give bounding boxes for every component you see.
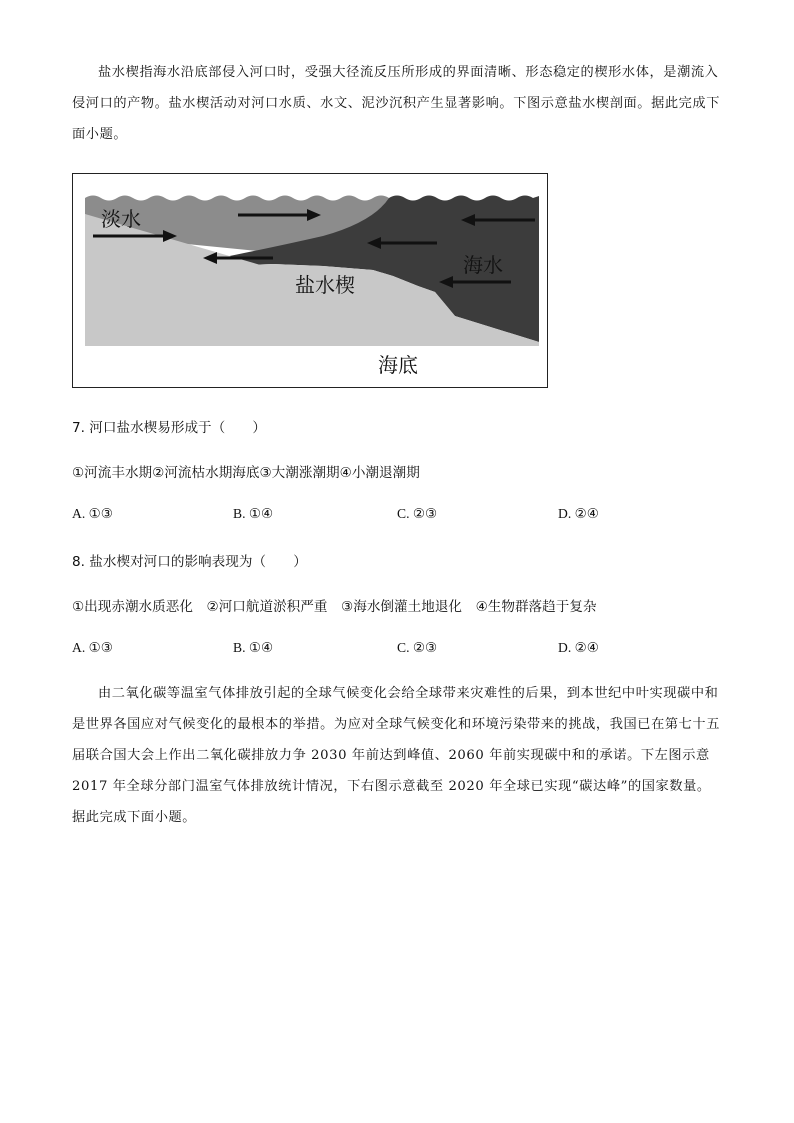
question-7-option-c[interactable]: C. ②③ (397, 506, 438, 521)
question-8-statements: ①出现赤潮水质恶化 ②河口航道淤积严重 ③海水倒灌土地退化 ④生物群落趋于复杂 (72, 599, 597, 615)
question-7-option-a[interactable]: A. ①③ (72, 506, 113, 521)
label-sea-bed: 海底 (378, 353, 418, 377)
label-sea-water: 海水 (463, 253, 503, 277)
intro-paragraph-salt-wedge: 盐水楔指海水沿底部侵入河口时，受强大径流反压所形成的界面清晰、形态稳定的楔形水体，是潮流入侵河口的产物。盐水楔活动对河口水质、水文、泥沙沉积产生显著影响。下图示意盐水楔剖面。据此完成下面小题。 (72, 65, 721, 142)
intro-paragraph-carbon: 由二氧化碳等温室气体排放引起的全球气候变化会给全球带来灾难性的后果，到本世纪中叶实现碳中和是世界各国应对气候变化的最根本的举措。为应对全球气候变化和环境污染带来的挑战，我国已在第七十五届联合国大会上作出二氧化碳排放力争 2030 年前达到峰值、2060 年前实现碳中和的承诺。下左图示意 2017 年全球分部门温室气体排放统计情况，下右图示意截至 2020 年全球已实现“碳达峰”的国家数量。据此完成下面小题。 (72, 686, 721, 825)
label-salt-wedge: 盐水楔 (295, 273, 355, 297)
question-7-stem: 7. 河口盐水楔易形成于（ ） (72, 420, 267, 436)
question-8-option-d[interactable]: D. ②④ (558, 640, 599, 655)
salt-wedge-figure (72, 173, 548, 388)
question-8-stem: 8. 盐水楔对河口的影响表现为（ ） (72, 554, 307, 570)
question-8-option-c[interactable]: C. ②③ (397, 640, 438, 655)
label-fresh-water: 淡水 (101, 207, 141, 231)
question-8-option-a[interactable]: A. ①③ (72, 640, 113, 655)
question-7-statements: ①河流丰水期②河流枯水期海底③大潮涨潮期④小潮退潮期 (72, 465, 420, 481)
question-8-option-b[interactable]: B. ①④ (233, 640, 274, 655)
question-7-option-b[interactable]: B. ①④ (233, 506, 274, 521)
salt-wedge-diagram (73, 174, 547, 387)
question-7-option-d[interactable]: D. ②④ (558, 506, 599, 521)
